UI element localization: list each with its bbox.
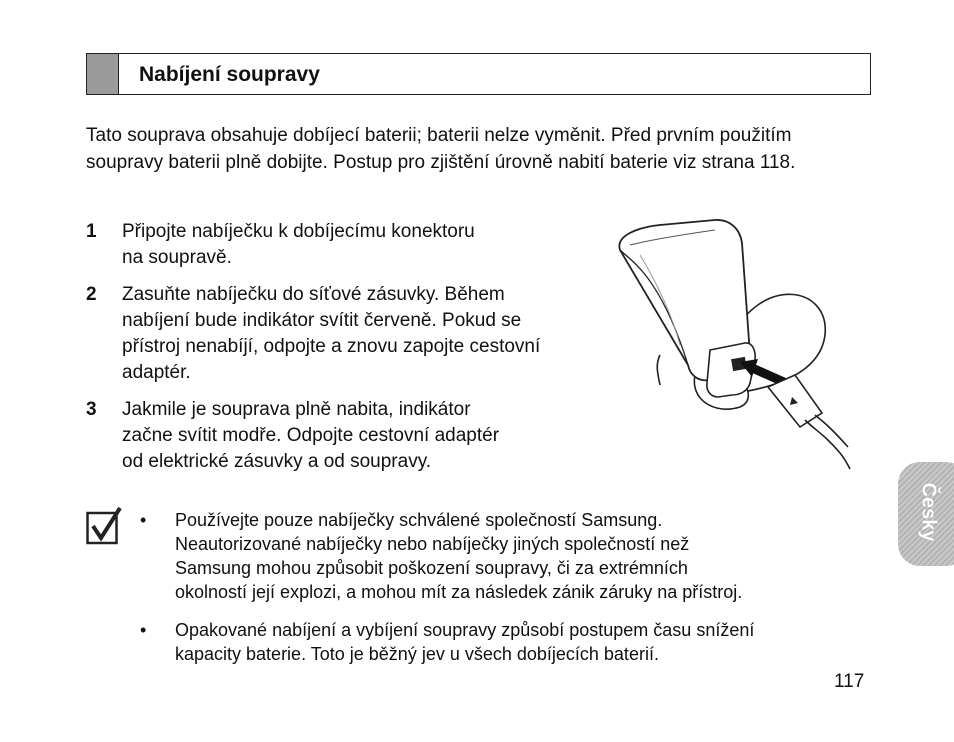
language-label: Česky [917, 482, 940, 542]
step-number: 3 [86, 399, 97, 420]
note-line: Samsung mohou způsobit poškození soupravy, či za extrémních [175, 558, 688, 578]
step-line: začne svítit modře. Odpojte cestovní adaptér [122, 425, 500, 446]
bullet-dot: • [140, 510, 147, 530]
bullet-dot: • [140, 620, 147, 640]
note-line: okolností její explozi, a mohou mít za následek zánik záruky na přístroj. [175, 582, 743, 602]
section-title-bar [86, 53, 871, 95]
step-line: Jakmile je souprava plně nabita, indikátor [122, 399, 471, 420]
step-line: nabíjení bude indikátor svítit červeně. Pokud se [122, 310, 522, 331]
step-line: adaptér. [122, 362, 191, 383]
language-tab [898, 462, 954, 566]
headset-charging-illustration [600, 215, 865, 470]
note-line: Používejte pouze nabíječky schválené společností Samsung. [175, 510, 663, 530]
step-line: Připojte nabíječku k dobíjecímu konektoru [122, 221, 475, 242]
note-line: kapacity baterie. Toto je běžný jev u všech dobíjecích baterií. [175, 644, 659, 664]
step-text [122, 219, 622, 271]
step-line: na soupravě. [122, 247, 232, 268]
title-accent-block [87, 54, 119, 94]
page-number: 117 [834, 671, 865, 692]
step-text [122, 282, 622, 386]
step-number: 1 [86, 221, 97, 242]
checkbox-note-icon [86, 506, 122, 546]
note-text [175, 508, 875, 604]
intro-paragraph: Tato souprava obsahuje dobíjecí baterii; baterii nelze vyměnit. Před prvním použitím soupravy baterii plně dobijte. Postup pro zjištění úrovně nabití baterie viz strana 118. [86, 125, 796, 173]
note-line: Neautorizované nabíječky nebo nabíječky jiných společností než [175, 534, 690, 554]
note-text [175, 618, 875, 666]
step-number: 2 [86, 284, 97, 305]
section-title: Nabíjení soupravy [139, 63, 320, 86]
note-line: Opakované nabíjení a vybíjení soupravy způsobí postupem času snížení [175, 620, 755, 640]
step-text [122, 397, 622, 475]
step-line: Zasuňte nabíječku do síťové zásuvky. Během [122, 284, 505, 305]
step-line: od elektrické zásuvky a od soupravy. [122, 451, 432, 472]
step-line: přístroj nenabíjí, odpojte a znovu zapojte cestovní [122, 336, 541, 357]
